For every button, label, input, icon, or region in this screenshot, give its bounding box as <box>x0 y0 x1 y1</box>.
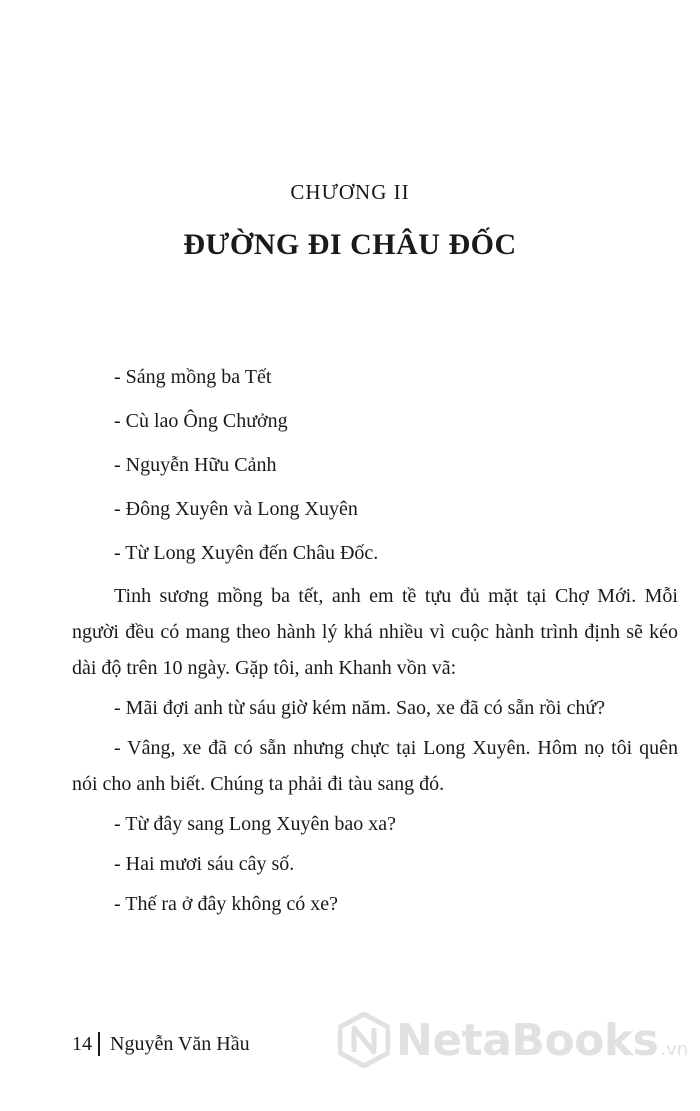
summary-item: - Nguyễn Hữu Cảnh <box>114 454 277 476</box>
body-text <box>72 578 678 922</box>
summary-item: - Đông Xuyên và Long Xuyên <box>114 498 358 520</box>
page-number: 14 <box>72 1032 92 1055</box>
footer-divider <box>98 1032 100 1056</box>
watermark-suffix: .vn <box>660 1039 689 1060</box>
summary-item: - Sáng mồng ba Tết <box>114 366 272 388</box>
watermark <box>338 1012 688 1068</box>
chapter-title: ĐƯỜNG ĐI CHÂU ĐỐC <box>183 228 517 261</box>
chapter-summary-list <box>114 360 378 580</box>
paragraph: - Từ đây sang Long Xuyên bao xa? <box>114 813 397 835</box>
paragraph: - Vâng, xe đã có sẵn nhưng chực tại Long Xuyên. Hôm nọ tôi quên nói cho anh biết. Chúng ta phải đi tàu sang đó. <box>72 737 678 795</box>
watermark-text: NetaBooks <box>396 1014 659 1066</box>
paragraph: Tinh sương mồng ba tết, anh em tề tựu đủ mặt tại Chợ Mới. Mỗi người đều có mang theo hành lý khá nhiều vì cuộc hành trình định sẽ kéo dài độ trên 10 ngày. Gặp tôi, anh Khanh vồn vã: <box>72 585 678 679</box>
netabooks-logo-icon <box>338 1012 390 1068</box>
paragraph: - Mãi đợi anh từ sáu giờ kém năm. Sao, xe đã có sẵn rồi chứ? <box>114 697 606 719</box>
summary-item: - Từ Long Xuyên đến Châu Đốc. <box>114 542 379 564</box>
paragraph: - Thế ra ở đây không có xe? <box>114 893 339 915</box>
author-name: Nguyễn Văn Hầu <box>110 1032 250 1055</box>
chapter-number: CHƯƠNG II <box>290 180 410 204</box>
page-footer <box>72 1032 250 1056</box>
paragraph: - Hai mươi sáu cây số. <box>114 853 295 875</box>
summary-item: - Cù lao Ông Chưởng <box>114 410 288 432</box>
